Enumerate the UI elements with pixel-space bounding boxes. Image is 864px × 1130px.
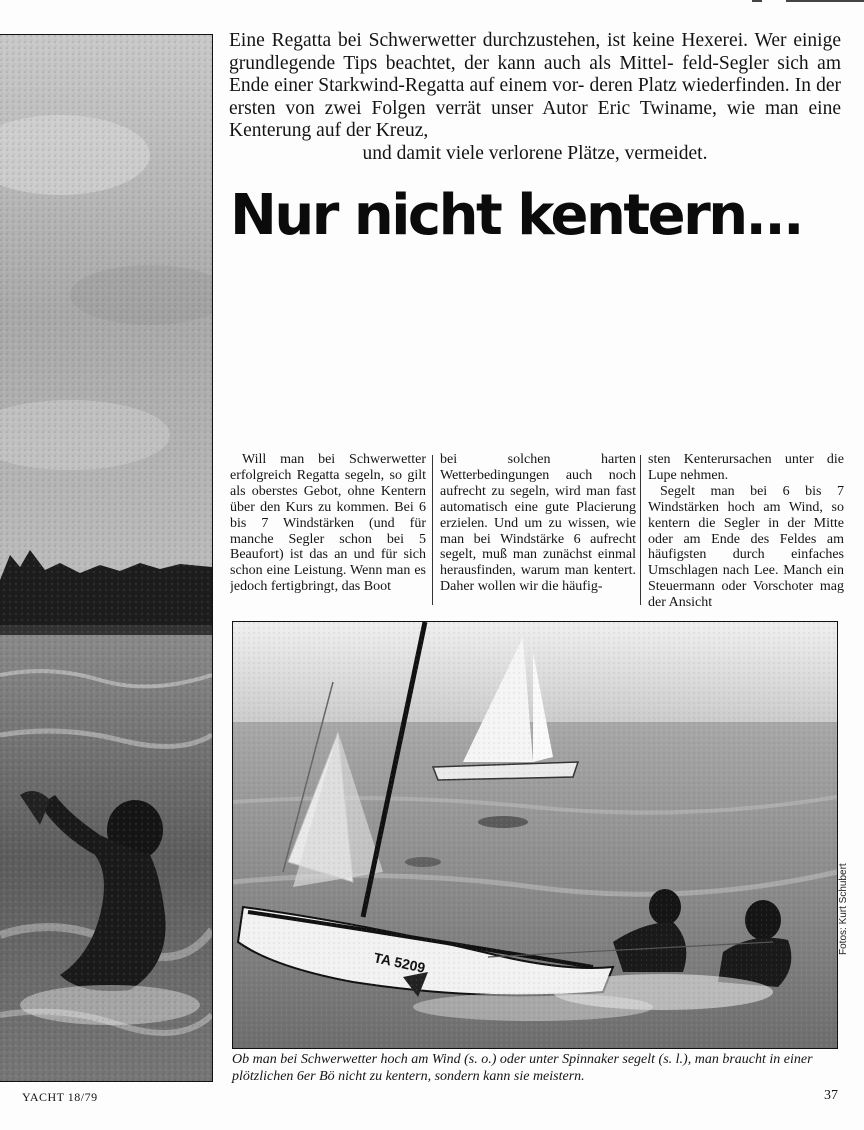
photo-caption: Ob man bei Schwerwetter hoch am Wind (s. o.) oder unter Spinnaker segelt (s. l.), man braucht in einer plötzlichen 6er Bö nicht zu kentern, sondern kann sie meistern. bbox=[232, 1052, 813, 1084]
photo-credit: Fotos: Kurt Schubert bbox=[838, 863, 849, 955]
main-photo bbox=[232, 621, 838, 1049]
left-photo-image bbox=[0, 35, 212, 1081]
body-column-3 bbox=[648, 452, 844, 612]
intro-line: deren Platz wiederfinden. In der ersten von zwei Folgen verrät bbox=[229, 75, 841, 119]
column-rule bbox=[640, 455, 641, 605]
registration-mark bbox=[786, 0, 864, 2]
intro-line: unser Autor Eric Twiname, wie man eine Kenterung auf der Kreuz, bbox=[229, 97, 841, 141]
magazine-issue: YACHT 18/79 bbox=[22, 1090, 98, 1104]
intro-line: Wer einige grundlegende Tips beachtet, der kann auch als Mittel- bbox=[229, 30, 842, 74]
main-photo-image bbox=[233, 622, 837, 1048]
left-photo bbox=[0, 34, 213, 1082]
body-column-1 bbox=[230, 452, 426, 612]
body-paragraph: Segelt man bei 6 bis 7 Windstärken hoch am Wind, so kentern die Segler in der Mitte oder am Ende des Feldes am häufigsten durch einfaches Umschlagen nach Lee. Manch ein Steuermann oder Vorschoter mag der Ansicht bbox=[648, 483, 844, 611]
registration-mark bbox=[752, 0, 762, 2]
intro-line: feld-Segler sich am Ende einer Starkwind-Regatta auf einem vor- bbox=[229, 52, 841, 96]
body-column-2 bbox=[440, 452, 636, 612]
body-paragraph: bei solchen harten Wetterbedingungen auch noch aufrecht zu segeln, wird man fast automatisch eine gute Placierung erzielen. Und um zu wissen, wie man bei Windstärke 6 aufrecht segelt, muß man zunächst einmal herausfinden, warum man kentert. Daher wollen wir die häufig- bbox=[440, 452, 636, 595]
headline: Nur nicht kentern... bbox=[230, 183, 802, 248]
intro-line: Eine Regatta bei Schwerwetter durchzustehen, ist keine Hexerei. bbox=[229, 30, 755, 51]
intro-text bbox=[229, 30, 841, 165]
body-paragraph: Will man bei Schwerwetter erfolgreich Regatta segeln, so gilt als oberstes Gebot, ohne Kentern über den Kurs zu kommen. Bei 6 bis 7 Windstärken (und für manche Segler schon bei 5 Beaufort) ist das an und für sich schon eine Leistung. Wenn man es jedoch fertigbringt, das Boot bbox=[230, 452, 426, 595]
page-number: 37 bbox=[824, 1088, 838, 1103]
column-rule bbox=[432, 455, 433, 605]
body-paragraph: sten Kenterursachen unter die Lupe nehmen. bbox=[648, 452, 844, 483]
intro-line-last: und damit viele verlorene Plätze, vermeidet. bbox=[362, 142, 708, 164]
